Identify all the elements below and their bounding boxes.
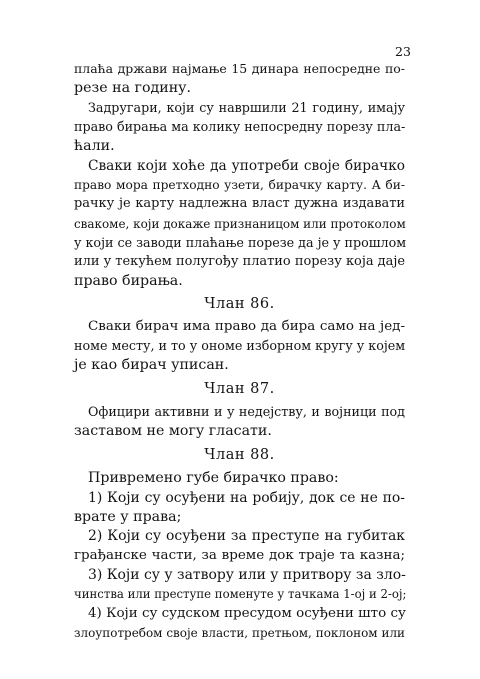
text-line: право бирања ма колику непосредну порезу пла- [74,119,406,134]
text-line: чинства или преступе поменуте у тачкама 1-ој и 2-ој; [74,587,407,601]
text-line: заставом не могу гласати. [74,423,272,439]
text-line: право мора претходно узети, бирачку карту. А би- [74,178,405,192]
article-heading: Члан 86. [204,296,275,312]
text-line: Привремено губе бирачко право: [88,470,339,486]
text-line: рачку је карту надлежна власт дужна издавати [74,196,405,211]
text-line: свакоме, који докаже признаницом или протоколом [74,217,406,231]
text-line: 2) Који су осуђени за преступе на губитак [88,528,405,544]
text-line: Сваки који хоће да употреби своје бирачко [88,158,405,174]
text-line: 4) Који су судском пресудом осуђени што су [88,606,406,621]
text-line: грађанске части, за време док траје та казна; [74,548,405,563]
text-line: ћали. [74,138,115,154]
article-heading: Члан 87. [204,381,275,397]
text-line: или у текућем полугођу платио порезу која даје [74,254,406,269]
text-line: плаћа држави најмање 15 динара непосредне по- [74,61,405,76]
text-line: Сваки бирач има право да бира само на јед- [88,319,405,334]
text-line: је као бирач уписан. [74,357,229,373]
page-number: 23 [395,44,411,59]
text-line: право бирања. [74,273,183,289]
text-line: номе месту, и то у ономе изборном кругу у којем [74,338,406,353]
text-line: Задругари, који су навршили 21 годину, имају [88,100,405,115]
text-line: 3) Који су у затвору или у притвору за зло- [88,567,406,583]
text-line: у који се заводи плаћање порезе да је у прошлом [74,235,407,250]
text-line: Официри активни и у недејству, и војници под [88,404,405,419]
text-line: врате у права; [74,509,182,525]
text-line: 1) Који су осуђени на робију, док се не по- [88,490,405,506]
text-line: злоупотребом своје власти, претњом, поклоном или [74,626,405,640]
article-heading: Члан 88. [204,447,275,463]
text-line: резе на годину. [74,80,192,96]
